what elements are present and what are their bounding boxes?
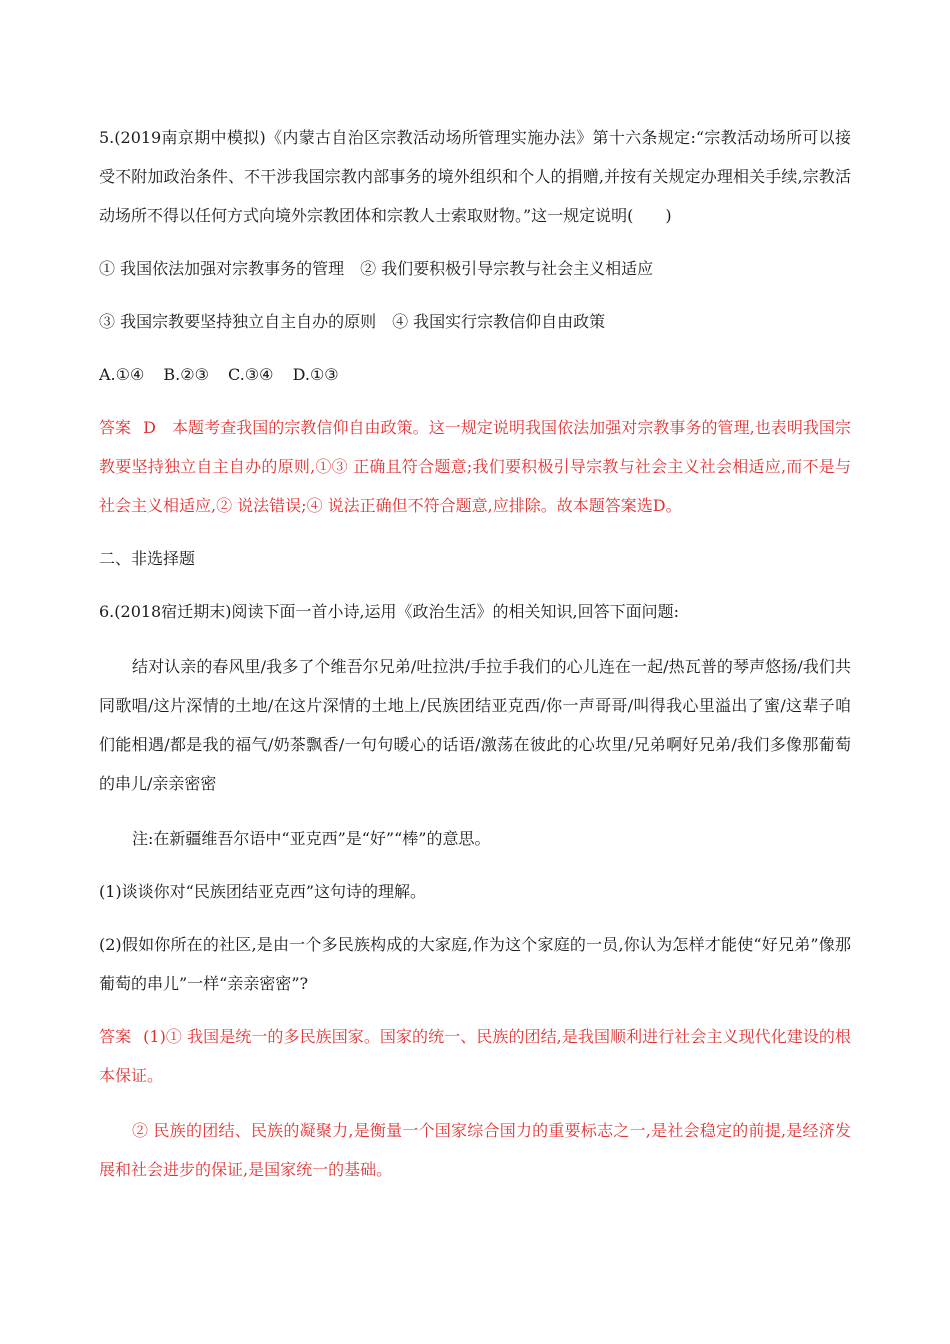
question-6-answer-2: ② 民族的团结、民族的凝聚力,是衡量一个国家综合国力的重要标志之一,是社会稳定的前提,是经济发展和社会进步的保证,是国家统一的基础。	[99, 1121, 851, 1179]
option-d: D.①③	[292, 365, 339, 384]
question-6-poem: 结对认亲的春风里/我多了个维吾尔兄弟/吐拉洪/手拉手我们的心儿连在一起/热瓦普的琴声悠扬/我们共同歌唱/这片深情的土地/在这片深情的土地上/民族团结亚克西/你一声哥哥/叫得我心里溢出了蜜/这辈子咱们能相遇/都是我的福气/奶茶飘香/一句句暖心的话语/激荡在彼此的心坎里/兄弟啊好兄弟/我们多像那葡萄的串儿/亲亲密密	[99, 657, 851, 793]
answer-text: (1)① 我国是统一的多民族国家。国家的统一、民族的团结,是我国顺利进行社会主义现代化建设的根本保证。	[99, 1027, 851, 1085]
question-5-statements-1: ① 我国依法加强对宗教事务的管理 ② 我们要积极引导宗教与社会主义相适应	[99, 259, 654, 278]
question-6-stem: 6.(2018宿迁期末)阅读下面一首小诗,运用《政治生活》的相关知识,回答下面问题:	[99, 602, 680, 621]
answer-text: D 本题考查我国的宗教信仰自由政策。这一规定说明我国依法加强对宗教事务的管理,也表明我国宗教要坚持独立自主自办的原则,①③ 正确且符合题意;我们要积极引导宗教与社会主义社会相适应,而不是与社会主义相适应,② 说法错误;④ 说法正确但不符合题意,应排除。故本题答案选D。	[99, 418, 851, 515]
document-page	[99, 118, 851, 1189]
question-6-note: 注:在新疆维吾尔语中“亚克西”是“好”“棒”的意思。	[132, 829, 491, 848]
option-c: C.③④	[228, 365, 274, 384]
answer-label: 答案	[99, 1027, 132, 1046]
question-5-stem: 5.(2019南京期中模拟)《内蒙古自治区宗教活动场所管理实施办法》第十六条规定:“宗教活动场所可以接受不附加政治条件、不干涉我国宗教内部事务的境外组织和个人的捐赠,并按有关规定办理相关手续,宗教活动场所不得以任何方式向境外宗教团体和宗教人士索取财物。”这一规定说明( )	[99, 128, 851, 225]
question-5-answer	[99, 408, 851, 525]
question-6-answer-1	[99, 1017, 851, 1095]
question-5-options	[99, 355, 851, 394]
question-6-sub2: (2)假如你所在的社区,是由一个多民族构成的大家庭,作为这个家庭的一员,你认为怎样才能使“好兄弟”像那葡萄的串儿”一样“亲亲密密”?	[99, 935, 851, 993]
section-title: 二、非选择题	[99, 549, 196, 568]
question-5-statements-2: ③ 我国宗教要坚持独立自主自办的原则 ④ 我国实行宗教信仰自由政策	[99, 312, 606, 331]
option-b: B.②③	[163, 365, 209, 384]
question-6-sub1: (1)谈谈你对“民族团结亚克西”这句诗的理解。	[99, 882, 427, 901]
answer-label: 答案	[99, 418, 132, 437]
option-a: A.①④	[99, 365, 145, 384]
